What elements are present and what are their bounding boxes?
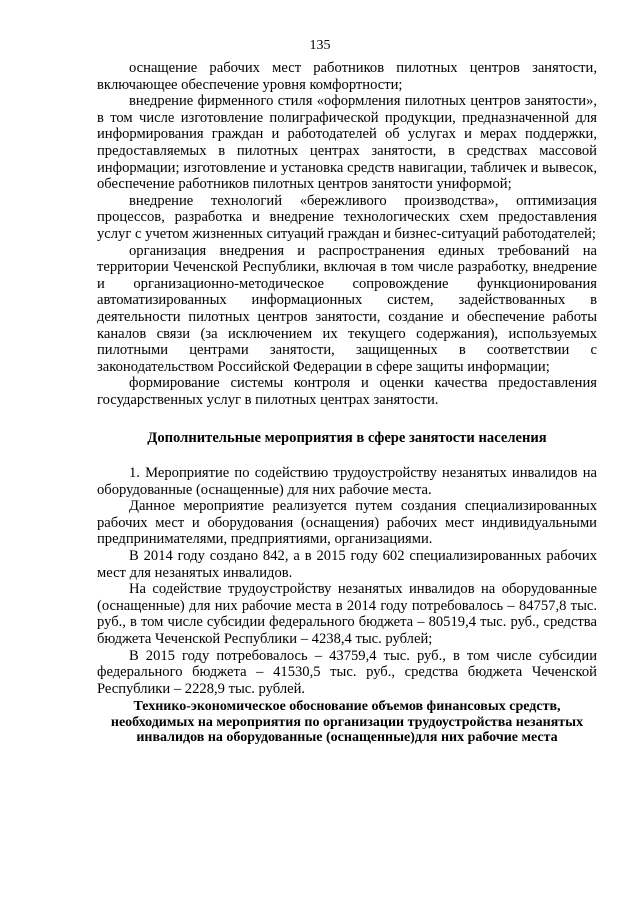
paragraph: организация внедрения и распространения единых требований на территории Чеченской Республики, включая в том числе разработку, внедрение и организационно-методическое сопровождение функционирования автоматизированных информационных систем, задействованных в деятельности пилотных центров занятости, создание и обеспечение работы каналов связи (за исключением их текущего содержания), используемых пилотными центрами занятости, защищенных в соответствии с законодательством Российской Федерации в сфере защиты информации; [97, 242, 597, 375]
paragraph: Данное мероприятие реализуется путем создания специализированных рабочих мест и оборудования (оснащения) рабочих мест индивидуальными предпринимателями, предприятиями, организациями. [97, 498, 597, 548]
paragraph: В 2014 году создано 842, а в 2015 году 602 специализированных рабочих мест для незанятых инвалидов. [97, 548, 597, 581]
paragraph: 1. Мероприятие по содействию трудоустройству незанятых инвалидов на оборудованные (оснащенные) для них рабочие места. [97, 465, 597, 498]
page-number: 135 [309, 38, 331, 53]
paragraph: В 2015 году потребовалось – 43759,4 тыс. руб., в том числе субсидии федерального бюджета – 41530,5 тыс. руб., средства бюджета Чеченской Республики – 2228,9 тыс. рублей. [97, 647, 597, 697]
paragraph: внедрение технологий «бережливого производства», оптимизация процессов, разработка и внедрение технологических схем предоставления услуг с учетом жизненных ситуаций граждан и бизнес-ситуаций работодателей; [97, 192, 597, 242]
section-heading: Дополнительные мероприятия в сфере занятости населения [147, 430, 547, 447]
paragraph: внедрение фирменного стиля «оформления пилотных центров занятости», в том числе изготовление полиграфической продукции, предназначенной для информирования граждан и работодателей об услугах и мерах поддержки, предоставляемых в пилотных центрах занятости, в средствах массовой информации; изготовление и установка средств навигации, табличек и вывесок, обеспечение работников пилотных центров занятости униформой; [97, 93, 597, 193]
paragraph: На содействие трудоустройству незанятых инвалидов на оборудованные (оснащенные) для них рабочие места в 2014 году потребовалось – 84757,8 тыс. руб., в том числе субсидии федерального бюджета – 80519,4 тыс. руб., средства бюджета Чеченской Республики – 4238,4 тыс. рублей; [97, 581, 597, 647]
closing-heading: Технико-экономическое обоснование объемов финансовых средств, необходимых на мероприятия по организации трудоустройства незанятых инвалидов на оборудованные (оснащенные)для них рабочие места [110, 699, 584, 745]
paragraph: формирование системы контроля и оценки качества предоставления государственных услуг в пилотных центрах занятости. [97, 375, 597, 408]
paragraph: оснащение рабочих мест работников пилотных центров занятости, включающее обеспечение уровня комфортности; [97, 60, 597, 93]
document-body [97, 60, 597, 745]
